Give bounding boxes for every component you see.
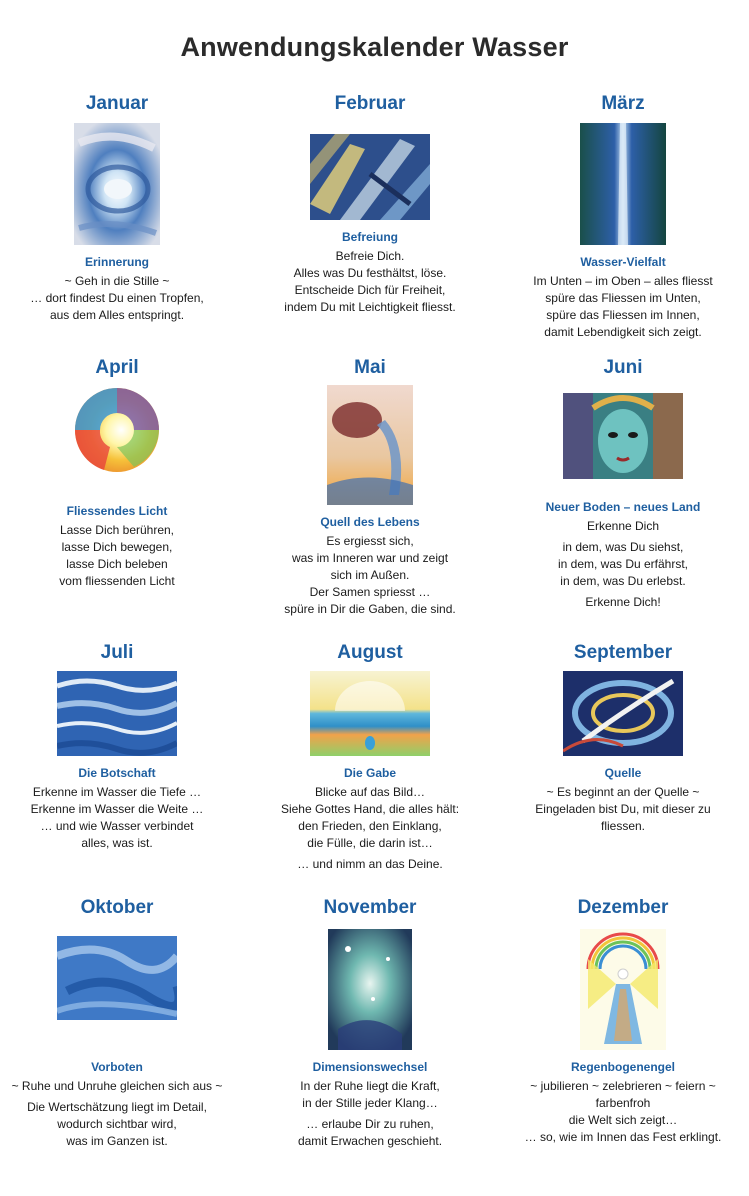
painting-image (327, 385, 413, 505)
month-name: Dezember (577, 897, 669, 918)
month-card-februar (250, 93, 490, 316)
month-name: April (95, 357, 139, 378)
painting-image (74, 387, 160, 473)
painting-image (57, 671, 177, 756)
card-title: Fliessendes Licht (66, 504, 168, 518)
painting-image (580, 123, 666, 245)
month-name: Oktober (80, 897, 154, 918)
card-title: Quell des Lebens (320, 515, 420, 529)
card-title: Regenbogenengel (570, 1060, 675, 1074)
card-title: Quelle (604, 766, 642, 780)
month-name: Juli (100, 642, 134, 663)
poem-text: In der Ruhe liegt die Kraft, in der Stille jeder Klang… … erlaube Dir zu ruhen, damit Erwachen geschieht. (297, 1079, 443, 1148)
month-card-juli (0, 642, 237, 852)
card-title: Wasser-Vielfalt (580, 255, 666, 269)
month-card-august (250, 642, 490, 873)
poem-text: Erkenne Dich in dem, was Du siehst, in dem, was Du erfährst, in dem, was Du erlebst. Erkenne Dich! (557, 519, 689, 609)
month-name: März (601, 93, 645, 114)
page-title: Anwendungskalender Wasser (180, 32, 569, 62)
month-card-dezember (503, 897, 743, 1146)
month-card-maerz (503, 93, 743, 341)
painting-image (580, 929, 666, 1050)
poem-text: Erkenne im Wasser die Tiefe … Erkenne im Wasser die Weite … … und wie Wasser verbindet alles, was ist. (30, 785, 204, 850)
month-card-mai (250, 357, 490, 618)
month-name: Juni (603, 357, 643, 378)
painting-image (57, 936, 177, 1020)
card-title: Erinnerung (84, 255, 149, 269)
painting-image (563, 671, 683, 756)
painting-image (328, 929, 412, 1050)
card-title: Dimensionswechsel (312, 1060, 428, 1074)
painting-image (74, 123, 160, 245)
month-card-juni (503, 357, 743, 611)
month-name: September (573, 642, 673, 663)
poem-text: Blicke auf das Bild… Siehe Gottes Hand, die alles hält: den Frieden, den Einklang, die Fülle, die darin ist… … und nimm an das Deine. (280, 785, 460, 871)
month-name: Mai (354, 357, 386, 378)
poem-text: ~ Geh in die Stille ~ … dort findest Du einen Tropfen, aus dem Alles entspringt. (30, 274, 204, 322)
month-card-januar (0, 93, 237, 324)
poem-text: ~ Ruhe und Unruhe gleichen sich aus ~ Die Wertschätzung liegt im Detail, wodurch sichtbar wird, was im Ganzen ist. (11, 1079, 223, 1148)
poem-text: ~ jubilieren ~ zelebrieren ~ feiern ~ farbenfroh die Welt sich zeigt… … so, wie im Innen das Fest erklingt. (524, 1079, 722, 1144)
poem-text: Es ergiesst sich, was im Inneren war und zeigt sich im Außen. Der Samen spriesst … spüre in Dir die Gaben, die sind. (284, 534, 456, 616)
card-title: Die Gabe (343, 766, 397, 780)
month-name: Januar (85, 93, 149, 114)
month-card-september (503, 642, 743, 835)
card-title: Die Botschaft (78, 766, 156, 780)
card-title: Neuer Boden – neues Land (545, 500, 701, 514)
month-card-april (0, 357, 237, 590)
month-card-november (250, 897, 490, 1150)
month-name: August (337, 642, 403, 663)
card-title: Befreiung (341, 230, 398, 244)
poem-text: Befreie Dich. Alles was Du festhältst, löse. Entscheide Dich für Freiheit, indem Du mit Leichtigkeit fliesst. (284, 249, 456, 314)
month-name: Februar (334, 93, 406, 114)
month-name: November (323, 897, 417, 918)
month-card-oktober (0, 897, 237, 1150)
painting-image (310, 671, 430, 756)
painting-image (310, 134, 430, 220)
card-title: Vorboten (91, 1060, 143, 1074)
poem-text: Im Unten – im Oben – alles fliesst spüre das Fliessen im Unten, spüre das Fliessen im Innen, damit Lebendigkeit sich zeigt. (533, 274, 713, 339)
poem-text: ~ Es beginnt an der Quelle ~ Eingeladen bist Du, mit dieser zu fliessen. (535, 785, 711, 833)
painting-image (563, 393, 683, 479)
poem-text: Lasse Dich berühren, lasse Dich bewegen, lasse Dich beleben vom fliessenden Licht (59, 523, 175, 588)
